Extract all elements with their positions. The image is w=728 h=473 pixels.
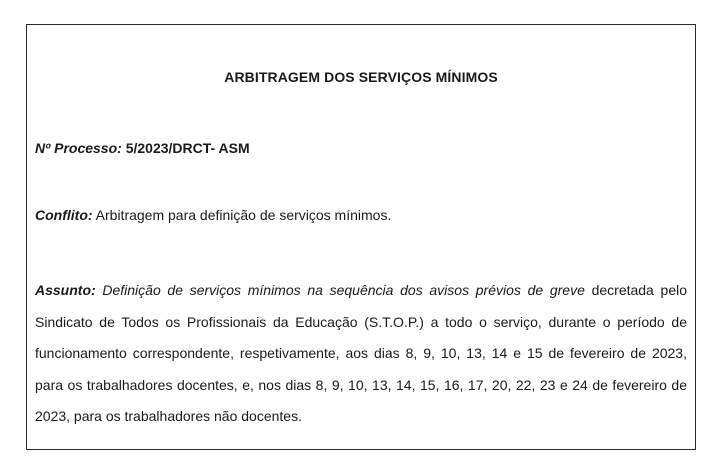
conflito-value: Arbitragem para definição de serviços mínimos.	[95, 207, 392, 223]
assunto-text: decretada pelo Sindicato de Todos os Profissionais da Educação (S.T.O.P.) a todo o serviço, durante o período de funcionamento correspondente, respetivamente, aos dias 8, 9, 10, 13, 14 e 15 de fevereiro de 2023, para os trabalhadores docentes, e, nos dias 8, 9, 10, 13, 14, 15, 16, 17, 20, 22, 23 e 24 de fevereiro de 2023, para os trabalhadores não docentes.	[35, 282, 688, 424]
conflito-line	[35, 207, 391, 223]
assunto-label: Assunto:	[35, 282, 96, 298]
assunto-italic-text: Definição de serviços mínimos na sequência dos avisos prévios de greve	[102, 282, 585, 298]
document-title: ARBITRAGEM DOS SERVIÇOS MÍNIMOS	[224, 69, 498, 85]
conflito-label: Conflito:	[35, 207, 93, 223]
document-box	[26, 24, 696, 450]
processo-label: Nº Processo:	[35, 140, 122, 156]
processo-line	[35, 140, 250, 156]
assunto-paragraph	[35, 275, 687, 433]
processo-value: 5/2023/DRCT- ASM	[125, 140, 250, 156]
